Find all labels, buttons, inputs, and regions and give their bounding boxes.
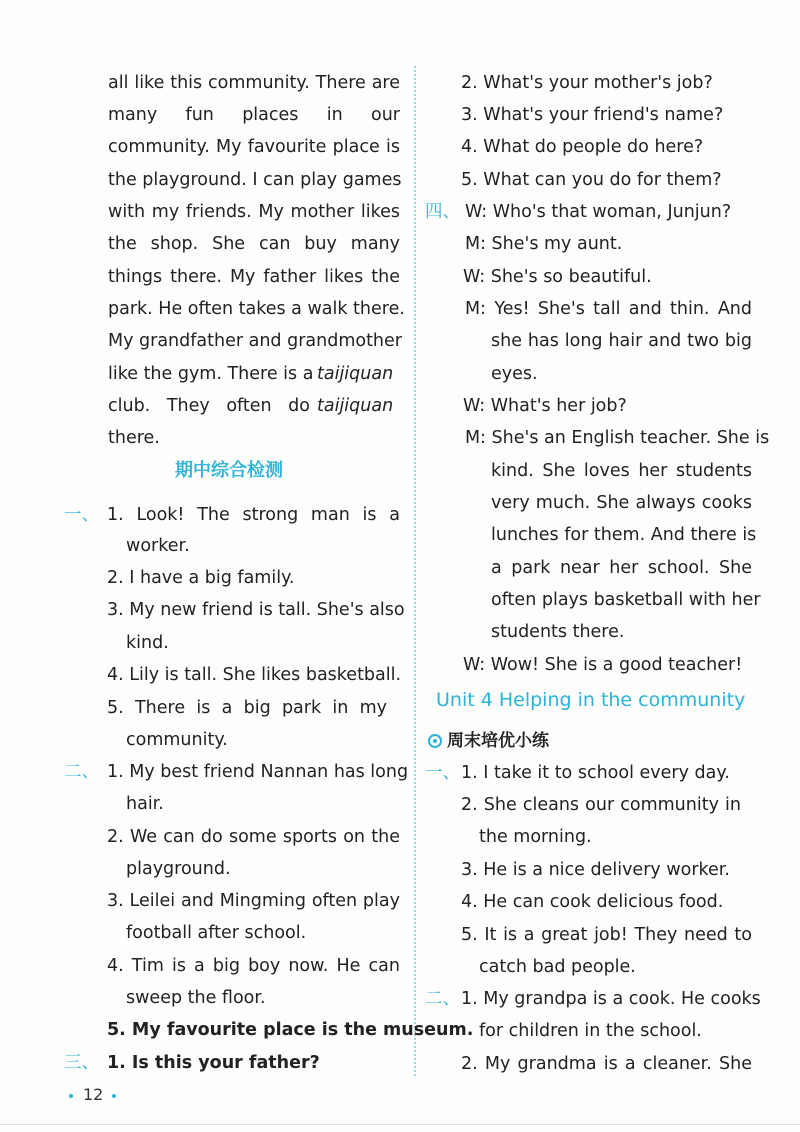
answer-line: 4. Tim is a big boy now. He can (107, 956, 400, 976)
answer-line: kind. (126, 633, 169, 653)
section-marker-4: 四、 (425, 202, 460, 222)
passage-line: My grandfather and grandmother (108, 331, 402, 351)
dialogue-line: kind. She loves her students (491, 461, 752, 481)
passage-italic-term: taijiquan (317, 364, 394, 384)
dialogue-line: she has long hair and two big (491, 331, 752, 351)
passage-line: the shop. She can buy many (108, 234, 400, 254)
unit-section-marker-1: 一、 (425, 763, 460, 783)
answer-line: 3. Leilei and Mingming often play (107, 891, 400, 911)
passage-italic-term: taijiquan (317, 396, 394, 416)
section-marker-2: 二、 (64, 762, 99, 782)
dialogue-line: W: Wow! She is a good teacher! (463, 655, 743, 675)
page-dot (112, 1094, 116, 1098)
answer-line: the morning. (479, 827, 592, 847)
answer-line: 2. I have a big family. (107, 568, 295, 588)
passage-line: with my friends. My mother likes (108, 202, 400, 222)
column-divider (414, 66, 416, 1076)
answer-line: 1. Is this your father? (107, 1053, 320, 1073)
section-marker-3: 三、 (64, 1053, 99, 1073)
dialogue-line: a park near her school. She (491, 558, 752, 578)
answer-line: 2. We can do some sports on the (107, 827, 400, 847)
answer-line: sweep the floor. (126, 988, 266, 1008)
section-marker-1: 一、 (64, 505, 99, 525)
dialogue-line: W: Who's that woman, Junjun? (465, 202, 732, 222)
answer-line: 5. My favourite place is the museum. (107, 1020, 474, 1040)
subsection-title: 周末培优小练 (447, 731, 549, 751)
answer-line: 3. My new friend is tall. She's also (107, 600, 405, 620)
answer-line: 2. My grandma is a cleaner. She (461, 1054, 752, 1074)
passage-line: community. My favourite place is (108, 137, 400, 157)
passage-line: like the gym. There is a (108, 364, 314, 384)
dialogue-line: M: Yes! She's tall and thin. And (465, 299, 752, 319)
dialogue-line: students there. (491, 622, 625, 642)
answer-line: hair. (126, 794, 164, 814)
answer-line: for children in the school. (479, 1021, 702, 1041)
passage-line: many fun places in our (108, 105, 400, 125)
answer-line: playground. (126, 859, 231, 879)
section-title-midterm: 期中综合检测 (175, 460, 283, 481)
answer-line: 4. What do people do here? (461, 137, 704, 157)
passage-line: there. (108, 428, 160, 448)
answer-line: 3. What's your friend's name? (461, 105, 724, 125)
answer-line: 1. Look! The strong man is a (107, 505, 400, 525)
answer-line: football after school. (126, 923, 307, 943)
answer-line: 1. I take it to school every day. (461, 763, 730, 783)
dialogue-line: W: What's her job? (463, 396, 627, 416)
answer-line: 2. What's your mother's job? (461, 73, 713, 93)
dialogue-line: lunches for them. And there is (491, 525, 757, 545)
answer-line: 2. She cleans our community in (461, 795, 741, 815)
unit-title: Unit 4 Helping in the community (436, 689, 746, 711)
page-bottom-rule (0, 1124, 800, 1125)
dialogue-line: M: She's my aunt. (465, 234, 623, 254)
answer-line: worker. (126, 536, 190, 556)
passage-line: club. They often do (108, 396, 310, 416)
answer-line: 5. There is a big park in my (107, 698, 387, 718)
passage-line: things there. My father likes the (108, 267, 400, 287)
passage-line: all like this community. There are (108, 73, 400, 93)
dialogue-line: M: She's an English teacher. She is (465, 428, 770, 448)
page-dot (69, 1094, 73, 1098)
answer-line: 3. He is a nice delivery worker. (461, 860, 730, 880)
answer-line: catch bad people. (479, 957, 636, 977)
passage-line: the playground. I can play games (108, 170, 402, 190)
answer-line: 4. He can cook delicious food. (461, 892, 724, 912)
answer-line: 5. What can you do for them? (461, 170, 722, 190)
dialogue-line: often plays basketball with her (491, 590, 761, 610)
target-icon (428, 734, 442, 748)
passage-line: park. He often takes a walk there. (108, 299, 405, 319)
answer-line: 1. My best friend Nannan has long (107, 762, 409, 782)
answer-line: community. (126, 730, 228, 750)
answer-line: 1. My grandpa is a cook. He cooks (461, 989, 761, 1009)
dialogue-line: very much. She always cooks (491, 493, 752, 513)
answer-line: 4. Lily is tall. She likes basketball. (107, 665, 402, 685)
dialogue-line: eyes. (491, 364, 538, 384)
unit-section-marker-2: 二、 (425, 989, 460, 1009)
page-number: 12 (83, 1085, 104, 1104)
answer-line: 5. It is a great job! They need to (461, 925, 752, 945)
dialogue-line: W: She's so beautiful. (463, 267, 652, 287)
